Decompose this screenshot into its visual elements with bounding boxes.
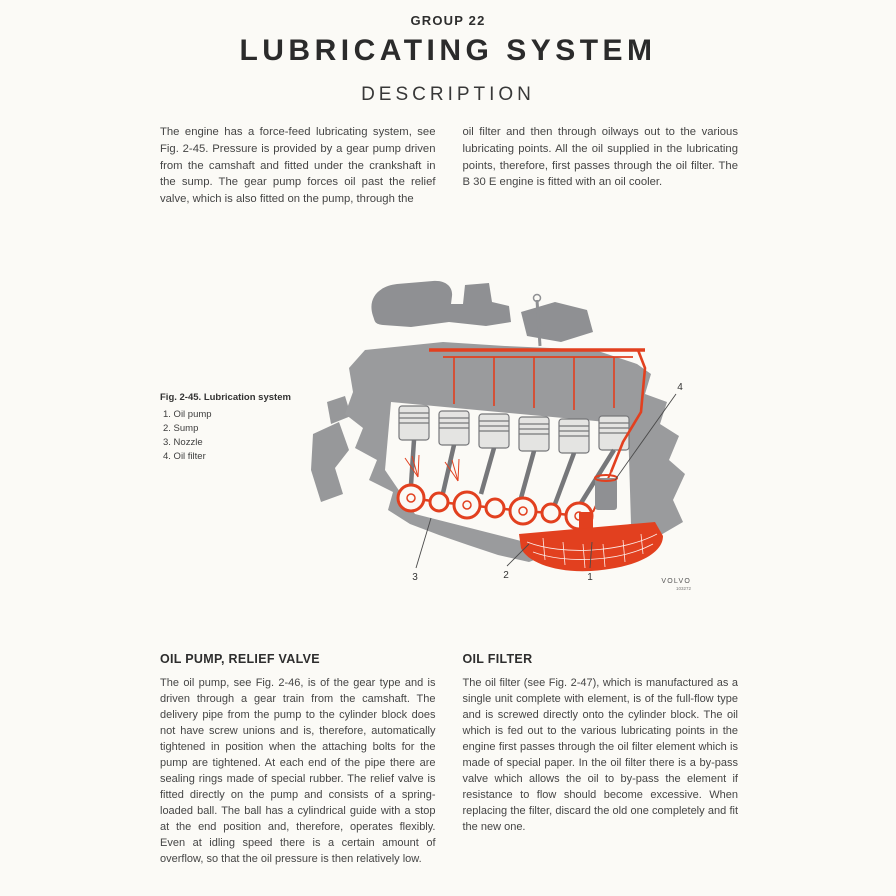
group-heading: GROUP 22	[410, 13, 486, 28]
callout-2-sump: 2	[503, 570, 509, 581]
top-accessory	[521, 302, 593, 342]
oil-filter	[595, 475, 617, 510]
legend-item-oil-filter: 4. Oil filter	[163, 451, 206, 462]
volvo-brand-mark: VOLVO	[661, 578, 691, 585]
air-cleaner	[371, 281, 511, 327]
callout-4-oil-filter: 4	[677, 382, 683, 393]
intro-right-column: oil filter and then through oilways out to the various lubricating points. All the oil supplied in the lubricating points, therefore, first passes through the oil filter. The B 30 E engine is fitted with an oil cooler.	[462, 126, 738, 189]
brand-number: 103272	[675, 586, 691, 591]
body-sections	[160, 652, 738, 867]
legend-item-sump: 2. Sump	[163, 423, 199, 434]
figure-area	[0, 272, 896, 622]
engine-illustration	[293, 272, 705, 616]
callout-3-nozzle: 3	[412, 572, 418, 583]
callout-1-oil-pump: 1	[587, 572, 593, 583]
intro-left-column: The engine has a force-feed lubricating system, see Fig. 2-45. Pressure is provided by a gear pump driven from the camshaft and fitted under the crankshaft in the sump. The gear pump forces oil past the relief valve, which is also fitted on the pump, through the	[160, 126, 436, 206]
section-oil-filter	[463, 652, 739, 867]
page-title: LUBRICATING SYSTEM	[239, 34, 657, 67]
section-heading-oil-pump: OIL PUMP, RELIEF VALVE	[160, 652, 320, 666]
section-oil-pump-relief-valve	[160, 652, 436, 867]
engine-mount-left	[311, 422, 349, 502]
figure-caption: Fig. 2-45. Lubrication system	[160, 392, 291, 403]
section-heading-oil-filter: OIL FILTER	[462, 652, 533, 666]
page-subtitle: DESCRIPTION	[361, 84, 535, 105]
legend-item-nozzle: 3. Nozzle	[163, 437, 203, 448]
section-body-oil-filter: The oil filter (see Fig. 2-47), which is manufactured as a single unit complete with element, is of the full-flow type and is screwed directly onto the cylinder block. The oil which is fed out to the various lubricating points in the engine first passes through the oil filter element which is made of special paper. In the oil filter there is a by-pass valve which allows the oil to by-pass the element if resistance to flow should become excessive. When replacing the filter, discard the old one completely and fit the new one.	[462, 677, 738, 833]
intro-section	[160, 124, 738, 208]
legend-item-oil-pump: 1. Oil pump	[163, 409, 212, 420]
section-body-oil-pump: The oil pump, see Fig. 2-46, is of the gear type and is driven through a gear train from the camshaft. The delivery pipe from the pump to the cylinder block does not have screw unions and is, therefore, automatically tightened in position when the attaching bolts for the pump are tightened. At each end of the pipe there are sealing rings made of special rubber. The relief valve is fitted directly on the pump and consists of a spring-loaded ball. The ball has a cylindrical guide with a stop at the end position and, therefore, operates flexibly. Even at idling speed there is a certain amount of overflow, so that the oil pressure is then relatively low.	[160, 677, 436, 865]
